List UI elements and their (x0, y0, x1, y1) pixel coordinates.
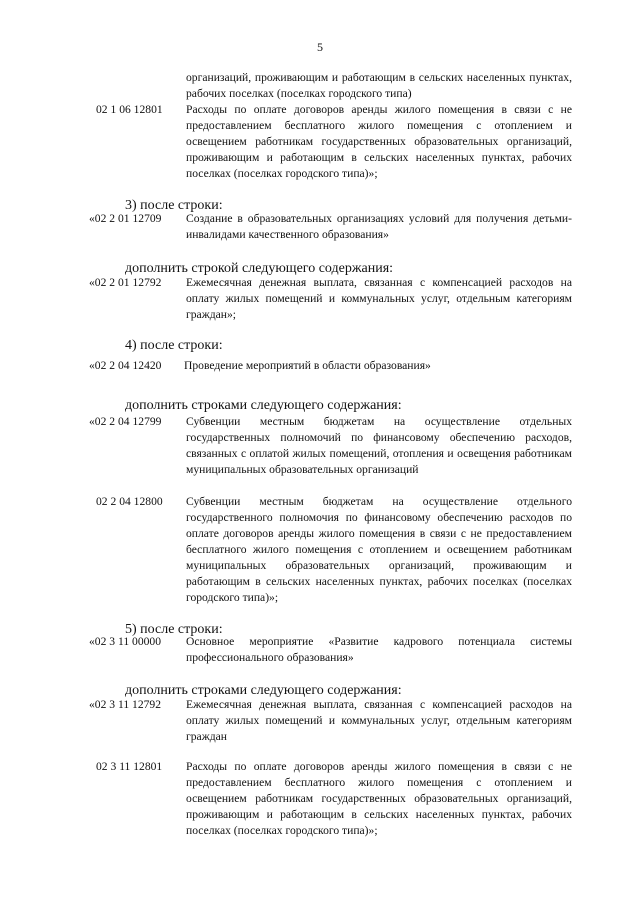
entry-description: Расходы по оплате договоров аренды жилого помещения в связи с не предоставлением бесплатного жилого помещения с отоплением и освещением работникам государственных образовательных организаций, проживающим и работающим в сельских населенных пунктах, рабочих поселках (поселках городского типа)»; (186, 760, 572, 837)
entry-description: Основное мероприятие «Развитие кадрового потенциала системы профессионального образования» (186, 635, 572, 664)
entry-code: 02 2 04 12800 (96, 495, 163, 508)
entry-description: Создание в образовательных организациях условий для получения детьми-инвалидами качественного образования» (186, 212, 572, 241)
section-heading: дополнить строками следующего содержания: (125, 398, 402, 413)
entry-description: Проведение мероприятий в области образования» (184, 359, 431, 372)
entry-description: Расходы по оплате договоров аренды жилого помещения в связи с не предоставлением бесплатного жилого помещения с отоплением и освещением работникам государственных образовательных организаций, проживающим и работающим в сельских населенных пунктах, рабочих поселках (поселках городского типа)»; (186, 103, 572, 180)
section-heading: 5) после строки: (125, 622, 223, 637)
entry-code: «02 3 11 12792 (89, 698, 162, 711)
section-heading: 4) после строки: (125, 338, 223, 353)
entry-code: «02 2 01 12709 (89, 212, 162, 225)
entry-code: «02 3 11 00000 (89, 635, 162, 648)
entry-description: Субвенции местным бюджетам на осуществление отдельных государственных полномочий по финансовому обеспечению расходов, связанных с оплатой жилых помещений, отопления и освещения работникам муниципальных образовательных организаций (186, 415, 572, 476)
entry-description: Субвенции местным бюджетам на осуществление отдельного государственного полномочия по финансовому обеспечению расходов по оплате договоров аренды жилого помещения в связи с не предоставлением бесплатного жилого помещения с отоплением и освещением работникам муниципальных образовательных организаций, проживающим и работающим в сельских населенных пунктах, рабочих поселках (поселках городского типа)»; (186, 495, 572, 604)
section-heading: 3) после строки: (125, 198, 223, 213)
section-heading: дополнить строками следующего содержания: (125, 683, 402, 698)
entry-code: «02 2 04 12799 (89, 415, 162, 428)
page-number: 5 (317, 40, 323, 54)
entry-description: организаций, проживающим и работающим в сельских населенных пунктах, рабочих поселках (поселках городского типа) (186, 71, 572, 100)
entry-description: Ежемесячная денежная выплата, связанная с компенсацией расходов на оплату жилых помещений и коммунальных услуг, отдельным категориям граждан (186, 698, 572, 743)
entry-code: «02 2 01 12792 (89, 276, 162, 289)
entry-code: «02 2 04 12420 (89, 359, 162, 372)
entry-code: 02 3 11 12801 (96, 760, 163, 773)
entry-code: 02 1 06 12801 (96, 103, 163, 116)
entry-description: Ежемесячная денежная выплата, связанная с компенсацией расходов на оплату жилых помещений и коммунальных услуг, отдельным категориям граждан»; (186, 276, 572, 321)
section-heading: дополнить строкой следующего содержания: (125, 261, 394, 276)
